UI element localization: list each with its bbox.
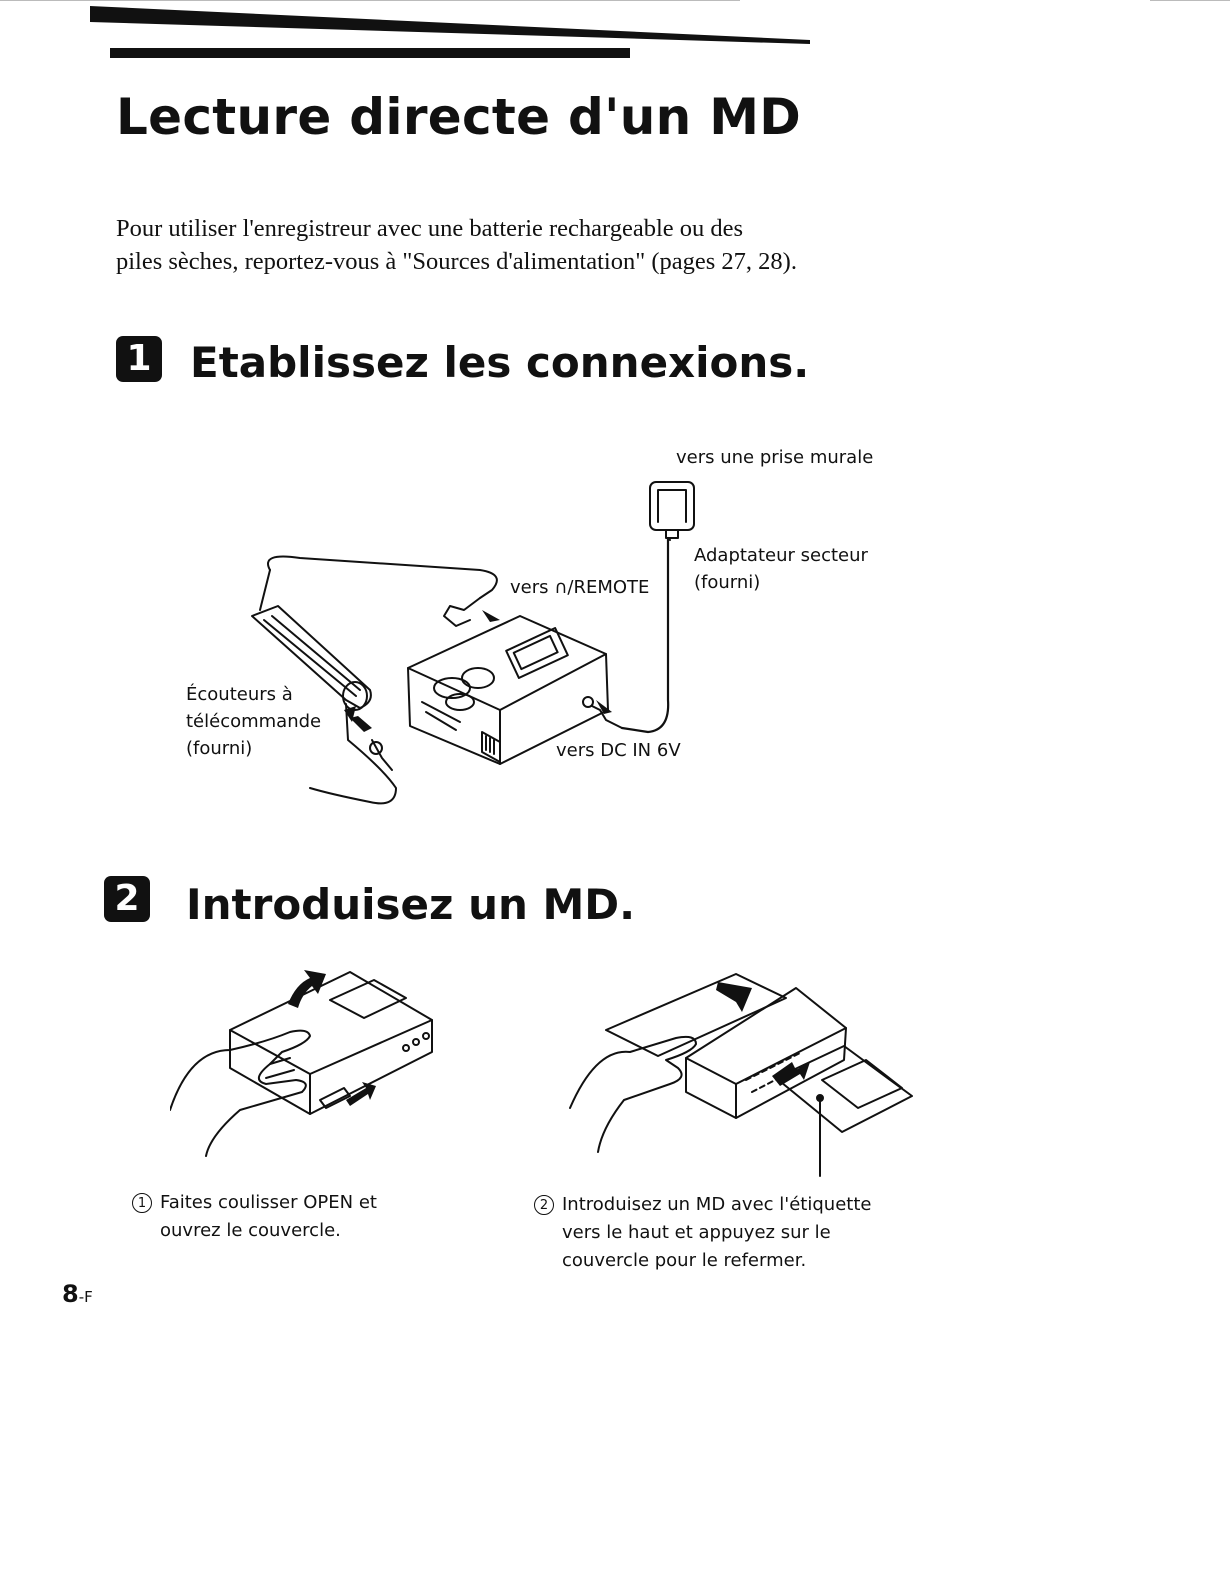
ac-adapter-icon	[650, 482, 694, 538]
arrow-press-icon	[716, 982, 752, 1012]
caption-2-line-1: Introduisez un MD avec l'étiquette	[562, 1194, 872, 1215]
arrow-dc-plug	[596, 700, 612, 714]
label-headphones: Écouteurs à	[186, 684, 293, 705]
intro-line-1: Pour utiliser l'enregistreur avec une batterie rechargeable ou des	[116, 215, 744, 242]
step-2-badge: 2	[104, 876, 150, 922]
step-2-title: Introduisez un MD.	[186, 880, 636, 929]
caption-2-line-2: vers le haut et appuyez sur le	[562, 1222, 831, 1243]
caption-1-line-1: Faites coulisser OPEN et	[160, 1192, 377, 1213]
caption-insert-md	[534, 1191, 871, 1275]
caption-1-line-2: ouvrez le couvercle.	[160, 1220, 341, 1241]
step-1-badge: 1	[116, 336, 162, 382]
caption-1-marker: 1	[132, 1193, 152, 1213]
scan-edge-right	[1150, 0, 1230, 1]
label-remote-jack: vers ∩/REMOTE	[510, 577, 650, 598]
header-rule	[90, 6, 810, 46]
arrow-lift-icon	[288, 970, 326, 1008]
label-dc-in: vers DC IN 6V	[556, 740, 681, 761]
connection-diagram	[160, 440, 900, 840]
arrow-remote-plug	[482, 610, 500, 622]
caption-2-line-3: couvercle pour le refermer.	[562, 1250, 807, 1271]
scan-edge	[0, 0, 740, 1]
intro-paragraph	[116, 212, 916, 278]
label-headphones-remote: télécommande	[186, 711, 322, 732]
intro-line-2: piles sèches, reportez-vous à "Sources d'alimentation" (pages 27, 28).	[116, 248, 797, 275]
step-1-title: Etablissez les connexions.	[190, 338, 810, 387]
caption-2-marker: 2	[534, 1195, 554, 1215]
page-number	[62, 1280, 93, 1308]
open-lid-illustration	[170, 960, 440, 1160]
label-adapter-supplied: (fourni)	[694, 572, 761, 593]
label-headphones-supplied: (fourni)	[186, 738, 253, 759]
label-wall-outlet: vers une prise murale	[676, 447, 874, 468]
page-number-main: 8	[62, 1280, 79, 1308]
insert-md-illustration	[566, 968, 916, 1178]
caption-open-lid	[132, 1189, 377, 1245]
page-title: Lecture directe d'un MD	[116, 88, 802, 146]
label-adapter: Adaptateur secteur	[694, 545, 868, 566]
arrow-headphone	[350, 716, 372, 732]
header-rule-lower	[110, 48, 630, 58]
hand-icon	[170, 1031, 310, 1156]
hand-icon	[570, 1037, 696, 1152]
page-number-suffix: -F	[78, 1288, 93, 1306]
